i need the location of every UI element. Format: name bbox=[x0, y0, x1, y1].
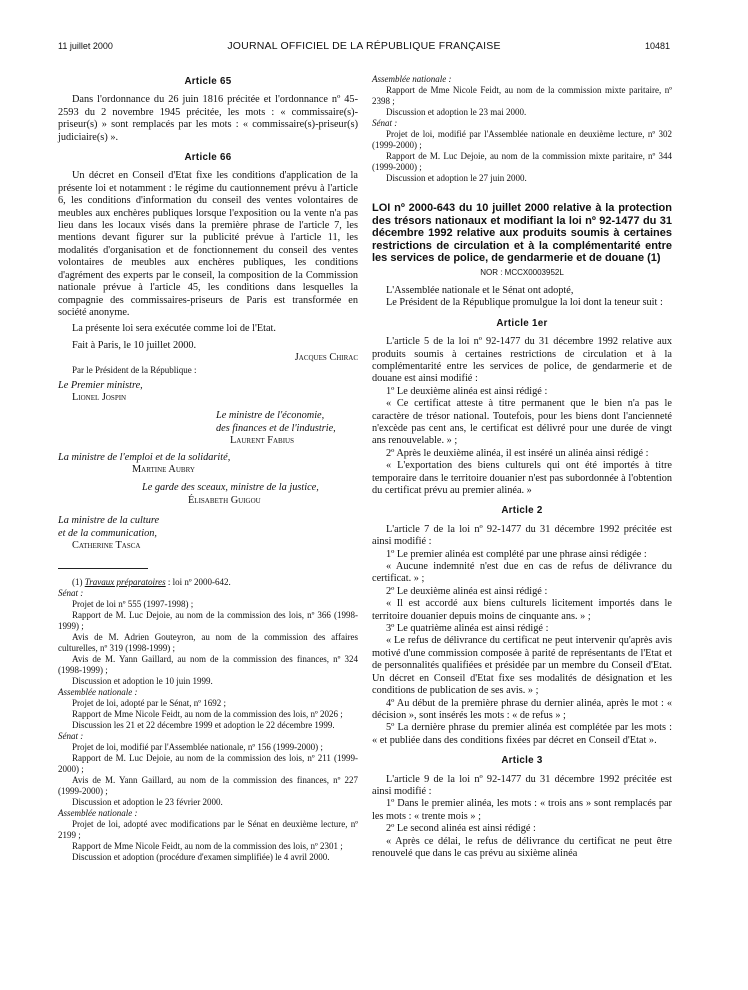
article-2-para: L'article 7 de la loi nº 92-1477 du 31 décembre 1992 précitée est ainsi modifié : bbox=[372, 523, 672, 548]
footnote-1: (1) Travaux préparatoires : loi nº 2000-642. bbox=[72, 577, 231, 588]
footnote-item: Projet de loi nº 555 (1997-1998) ; bbox=[72, 599, 194, 610]
article-2-para: 4º Au début de la première phrase du dernier alinéa, après le mot : « décision », sont insérés les mots : « de refus » ; bbox=[372, 697, 672, 721]
justice-name: Élisabeth Guigou bbox=[188, 494, 261, 506]
right-column bbox=[372, 74, 672, 860]
footnote-rule bbox=[58, 568, 148, 569]
article-3-title: Article 3 bbox=[501, 755, 543, 767]
footnote-item: Rapport de Mme Nicole Feidt, au nom de la commission mixte paritaire, nº 2398 ; bbox=[372, 85, 672, 106]
law-title: LOI nº 2000-643 du 10 juillet 2000 relative à la protection des trésors nationaux et modifiant la loi nº 92-1477 du 31 décembre 1992 relative aux produits soumis à certaines restrictions de circulation et à la complémentarité entre les services de police, de gendarmerie et de douane (1) bbox=[372, 202, 672, 264]
footnote-item: Rapport de M. Luc Dejoie, au nom de la commission des lois, nº 211 (1999-2000) ; bbox=[58, 753, 358, 775]
article-2-para: « Aucune indemnité n'est due en cas de refus de délivrance du certificat. » ; bbox=[372, 561, 672, 585]
eco-title-1: Le ministre de l'économie, bbox=[216, 410, 325, 422]
intro-1: L'Assemblée nationale et le Sénat ont adopté, bbox=[386, 284, 574, 296]
article-2-title: Article 2 bbox=[501, 505, 543, 517]
footnote-item: Projet de loi, modifié par l'Assemblée nationale en deuxième lecture, nº 302 (1999-2000) ; bbox=[372, 129, 672, 150]
page-number: 10481 bbox=[644, 41, 670, 51]
footnote-heading: Sénat : bbox=[58, 588, 84, 599]
footnote-item: Avis de M. Yann Gaillard, au nom de la commission des finances, nº 324 (1998-1999) ; bbox=[58, 654, 358, 676]
footnote-item: Avis de M. Adrien Gouteyron, au nom de la commission des affaires culturelles, nº 319 (1998-1999) ; bbox=[58, 632, 358, 654]
footnote-item: Rapport de Mme Nicole Feidt, au nom de la commission des lois, nº 2301 ; bbox=[72, 841, 343, 852]
pm-title: Le Premier ministre, bbox=[58, 379, 143, 391]
article-66-text: Un décret en Conseil d'Etat fixe les conditions d'application de la présente loi et notamment : le régime du cautionnement prévu à l'article 6, les conditions d'information du conseil des ventes volontaires de meubles aux enchères publiques lorsque l'exposition ou la vente n'a pas lieu dans les locaux visés dans la première phrase de l'article 7, les mentions devant figurer sur la publicité prévue à l'article 11, les modalités d'organisation et de fonctionnement du conseil des ventes volontaires de meubles aux enchères publiques, les conditions d'agrément des experts par le conseil, la composition de la Commission nationale prévue à l'article 45, les conditions dans lesquelles la compagnie des commissaires-priseurs de Paris est transformée en société anonyme. bbox=[58, 170, 358, 318]
article-65-text: Dans l'ordonnance du 26 juin 1816 précitée et l'ordonnance nº 45-2593 du 2 novembre 1945 précitée, les mots : « commissaire(s)-priseur(s) » sont remplacés par les mots : « commissaire(s)-priseur(s) judiciaire(s) ». bbox=[58, 94, 358, 143]
article-2-para: 2º Le deuxième alinéa est ainsi rédigé : bbox=[386, 585, 548, 597]
article-2-para: 1º Le premier alinéa est complété par une phrase ainsi rédigée : bbox=[386, 548, 647, 560]
nor-reference: NOR : MCCX0003952L bbox=[480, 267, 564, 277]
president-name: Jacques Chirac bbox=[294, 352, 358, 364]
footnotes-left bbox=[58, 577, 358, 863]
article-3-para: « Après ce délai, le refus de délivrance du certificat ne peut être renouvelé que dans le cas prévu au sixième alinéa bbox=[372, 835, 672, 859]
article-1-para: 2º Après le deuxième alinéa, il est inséré un alinéa ainsi rédigé : bbox=[386, 447, 649, 459]
footnote-item: Discussion et adoption le 23 mai 2000. bbox=[386, 107, 527, 117]
eco-title-2: des finances et de l'industrie, bbox=[216, 422, 336, 434]
footnote-item: Projet de loi, modifié par l'Assemblée nationale, nº 156 (1999-2000) ; bbox=[72, 742, 323, 753]
culture-name: Catherine Tasca bbox=[72, 540, 141, 551]
execution-clause: La présente loi sera exécutée comme loi de l'Etat. bbox=[72, 323, 276, 335]
article-1-para: « Ce certificat atteste à titre permanent que le bien n'a pas le caractère de trésor national. Toutefois, pour les biens dont l'ancienneté n'excède pas cent ans, le certificat est délivré pour une durée de vingt ans renouvelable. » ; bbox=[372, 398, 672, 447]
eco-name: Laurent Fabius bbox=[230, 435, 294, 447]
footnote-heading: Assemblée nationale : bbox=[58, 687, 138, 698]
journal-title: JOURNAL OFFICIEL DE LA RÉPUBLIQUE FRANÇAISE bbox=[227, 40, 501, 52]
article-1-para: 1º Le deuxième alinéa est ainsi rédigé : bbox=[386, 385, 548, 397]
justice-title: Le garde des sceaux, ministre de la justice, bbox=[142, 482, 319, 494]
eco-signature bbox=[58, 410, 358, 447]
culture-title-1: La ministre de la culture bbox=[58, 515, 160, 527]
footnote-item: Discussion et adoption (procédure d'examen simplifiée) le 4 avril 2000. bbox=[72, 852, 330, 863]
footnote-heading: Sénat : bbox=[372, 118, 398, 128]
article-3-para: L'article 9 de la loi nº 92-1477 du 31 décembre 1992 précitée est ainsi modifié : bbox=[372, 773, 672, 797]
footnote-item: Discussion et adoption le 10 juin 1999. bbox=[72, 676, 213, 687]
left-column bbox=[58, 76, 358, 863]
page-header bbox=[58, 41, 670, 55]
article-3-para: 1º Dans le premier alinéa, les mots : « trois ans » sont remplacés par les mots : « trente mois » ; bbox=[372, 798, 672, 822]
footnote-item: Rapport de M. Luc Dejoie, au nom de la commission mixte paritaire, nº 344 (1999-2000) ; bbox=[372, 151, 672, 172]
intro-2: Le Président de la République promulgue la loi dont la teneur suit : bbox=[386, 297, 663, 309]
footnote-item: Discussion et adoption le 23 février 2000. bbox=[72, 797, 223, 808]
article-66-title: Article 66 bbox=[184, 152, 232, 164]
footnotes-right bbox=[372, 74, 672, 184]
footnote-item: Projet de loi, adopté par le Sénat, nº 1692 ; bbox=[72, 698, 227, 709]
footnote-item: Discussion les 21 et 22 décembre 1999 et adoption le 22 décembre 1999. bbox=[72, 720, 335, 731]
article-2-para: 3º Le quatrième alinéa est ainsi rédigé : bbox=[386, 623, 549, 635]
footnote-item: Avis de M. Yann Gaillard, au nom de la commission des finances, nº 227 (1999-2000) ; bbox=[58, 775, 358, 797]
footnote-item: Discussion et adoption le 27 juin 2000. bbox=[386, 173, 527, 183]
footnote-heading: Assemblée nationale : bbox=[372, 74, 452, 84]
article-3-para: 2º Le second alinéa est ainsi rédigé : bbox=[386, 823, 536, 835]
footnote-item: Rapport de M. Luc Dejoie, au nom de la commission des lois, nº 366 (1998-1999) ; bbox=[58, 610, 358, 632]
footnote-item: Projet de loi, adopté avec modifications par le Sénat en deuxième lecture, nº 2199 ; bbox=[58, 819, 358, 841]
pm-name: Lionel Jospin bbox=[72, 391, 127, 403]
article-2-para: « Le refus de délivrance du certificat ne peut intervenir qu'après avis motivé d'une commission composée à parité de représentants de l'Etat et de personnalités qualifiées et présidée par un membre du Conseil d'Etat. Un décret en Conseil d'Etat fixe ses modalités de désignation et les conditions de publication de ses avis. » ; bbox=[372, 635, 672, 697]
article-1-title: Article 1er bbox=[496, 317, 548, 329]
emploi-title: La ministre de l'emploi et de la solidarité, bbox=[58, 451, 231, 463]
footnote-heading: Assemblée nationale : bbox=[58, 808, 138, 819]
par-le-president: Par le Président de la République : bbox=[72, 364, 197, 375]
article-2-para: « Il est accordé aux biens culturels licitement importés dans le territoire douanier depuis moins de cinquante ans. » ; bbox=[372, 598, 672, 622]
article-2-para: 5º La dernière phrase du premier alinéa est complétée par les mots : « et publiée dans des conditions fixées par décret en Conseil d'Etat ». bbox=[372, 722, 672, 746]
emploi-name: Martine Aubry bbox=[132, 463, 195, 475]
article-65-title: Article 65 bbox=[184, 76, 232, 87]
done-at: Fait à Paris, le 10 juillet 2000. bbox=[72, 339, 197, 351]
article-1-para: « L'exportation des biens culturels qui ont été importés à titre temporaire dans le territoire douanier n'est pas subordonnée à l'obtention du certificat prévu au premier alinéa. » bbox=[372, 460, 672, 496]
article-1-para: L'article 5 de la loi nº 92-1477 du 31 décembre 1992 relative aux produits soumis à certaines restrictions de circulation et à la complémentarité entre les services de police, de gendarmerie et de douane est ainsi modifié : bbox=[372, 336, 672, 385]
footnote-item: Rapport de Mme Nicole Feidt, au nom de la commission des lois, nº 2026 ; bbox=[72, 709, 343, 720]
justice-signature bbox=[58, 482, 358, 507]
culture-title-2: et de la communication, bbox=[58, 527, 157, 539]
header-date: 11 juillet 2000 bbox=[58, 41, 113, 51]
footnote-heading: Sénat : bbox=[58, 731, 84, 742]
